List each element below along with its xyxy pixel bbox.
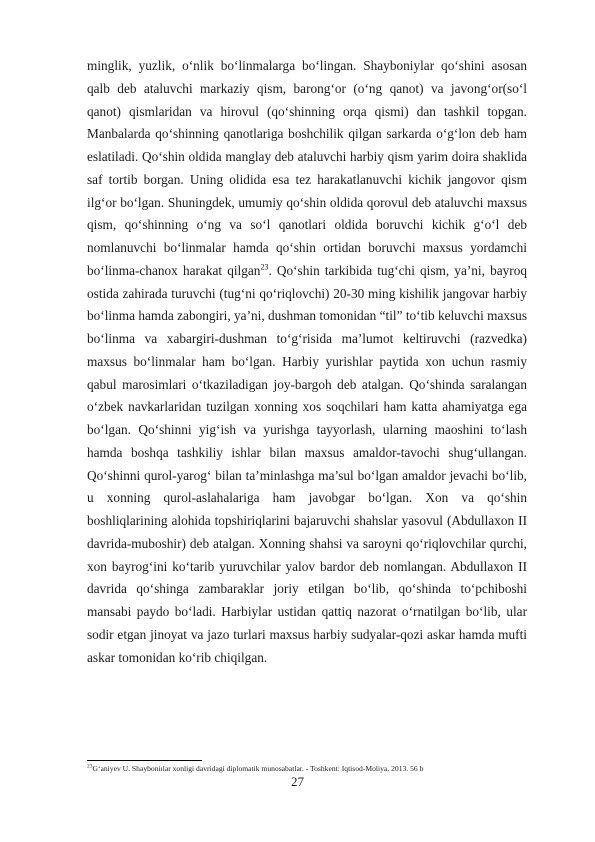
body-paragraph [87,55,527,669]
footnote [87,764,527,774]
footnote-text: G‘aniyev U. Shayboniılar xonligi davridagi diplomatik munosabatlar. - Toshkent: Iqtisod-Moliya, 2013. 56 b [92,764,424,773]
paragraph-text-part-2: . Qo‘shin tarkibida tug‘chi qism, ya’ni, bayroq ostida zahirada turuvchi (tug‘ni qo‘riqlovchi) 20-30 ming kishilik jangovar harbiy bo‘linma hamda zabongiri, ya’ni, dushman tomonidan “til” to‘tib keluvchi maxsus bo‘linma va xabargiri-dushman to‘g‘risida ma’lumot keltiruvchi (razvedka) maxsus bo‘linmalar ham bo‘lgan. Harbiy yurishlar paytida xon uchun rasmiy qabul marosimlari o‘tkaziladigan joy-bargoh deb atalgan. Qo‘shinda saralangan o‘zbek navkarlaridan tuzilgan xonning xos soqchilari ham katta ahamiyatga ega bo‘lgan. Qo‘shinni yig‘ish va yurishga tayyorlash, ularning maoshini to‘lash hamda boshqa tashkiliy ishlar bilan maxsus amaldor-tavochi shug‘ullangan. Qo‘shinni qurol-yarog‘ bilan ta’minlashga ma’sul bo‘lgan amaldor jevachi bo‘lib, u xonning qurol-aslahalariga ham javobgar bo‘lgan. Xon va qo‘shin boshliqlarining alohida topshiriqlarini bajaruvchi shahslar yasovul (Abdullaxon II davrida-muboshir) deb atalgan. Xonning shahsi va saroyni qo‘riqlovchilar qurchi, xon bayrog‘ini ko‘tarib yuruvchilar yalov bardor deb nomlangan. Abdullaxon II davrida qo‘shinga zambaraklar joriy etilgan bo‘lib, qo‘shinda to‘pchiboshi mansabi paydo bo‘ladi. Harbiylar ustidan qattiq nazorat o‘rnatilgan bo‘lib, ular sodir etgan jinoyat va jazo turlari maxsus harbiy sudyalar-qozi askar hamda mufti askar tomonidan ko‘rib chiqilgan. [87,262,527,665]
footnote-separator [87,760,202,761]
footnote-reference[interactable]: 23 [260,262,269,272]
page-number: 27 [291,774,304,789]
paragraph-text-part-1: minglik, yuzlik, o‘nlik bo‘linmalarga bo‘lingan. Shayboniylar qo‘shini asosan qalb deb ataluvchi markaziy qism, barong‘or (o‘ng qanot) va javong‘or(so‘l qanot) qismlaridan va hirovul (qo‘shinning orqa qismi) dan tashkil topgan. Manbalarda qo‘shinning qanotlariga boshchilik qilgan sarkarda o‘g‘lon deb ham eslatiladi. Qo‘shin oldida manglay deb ataluvchi harbiy qism yarim doira shaklida saf tortib borgan. Uning olidida esa tez harakatlanuvchi kichik jangovor qism ilg‘or bo‘lgan. Shuningdek, umumiy qo‘shin oldida qorovul deb ataluvchi maxsus qism, qo‘shinning o‘ng va so‘l qanotlari oldida boruvchi kichik g‘o‘l deb nomlanuvchi bo‘linmalar hamda qo‘shin ortidan boruvchi maxsus yordamchi bo‘linma-chanox harakat qilgan [87,58,527,278]
footnote-marker: 23 [87,763,93,770]
